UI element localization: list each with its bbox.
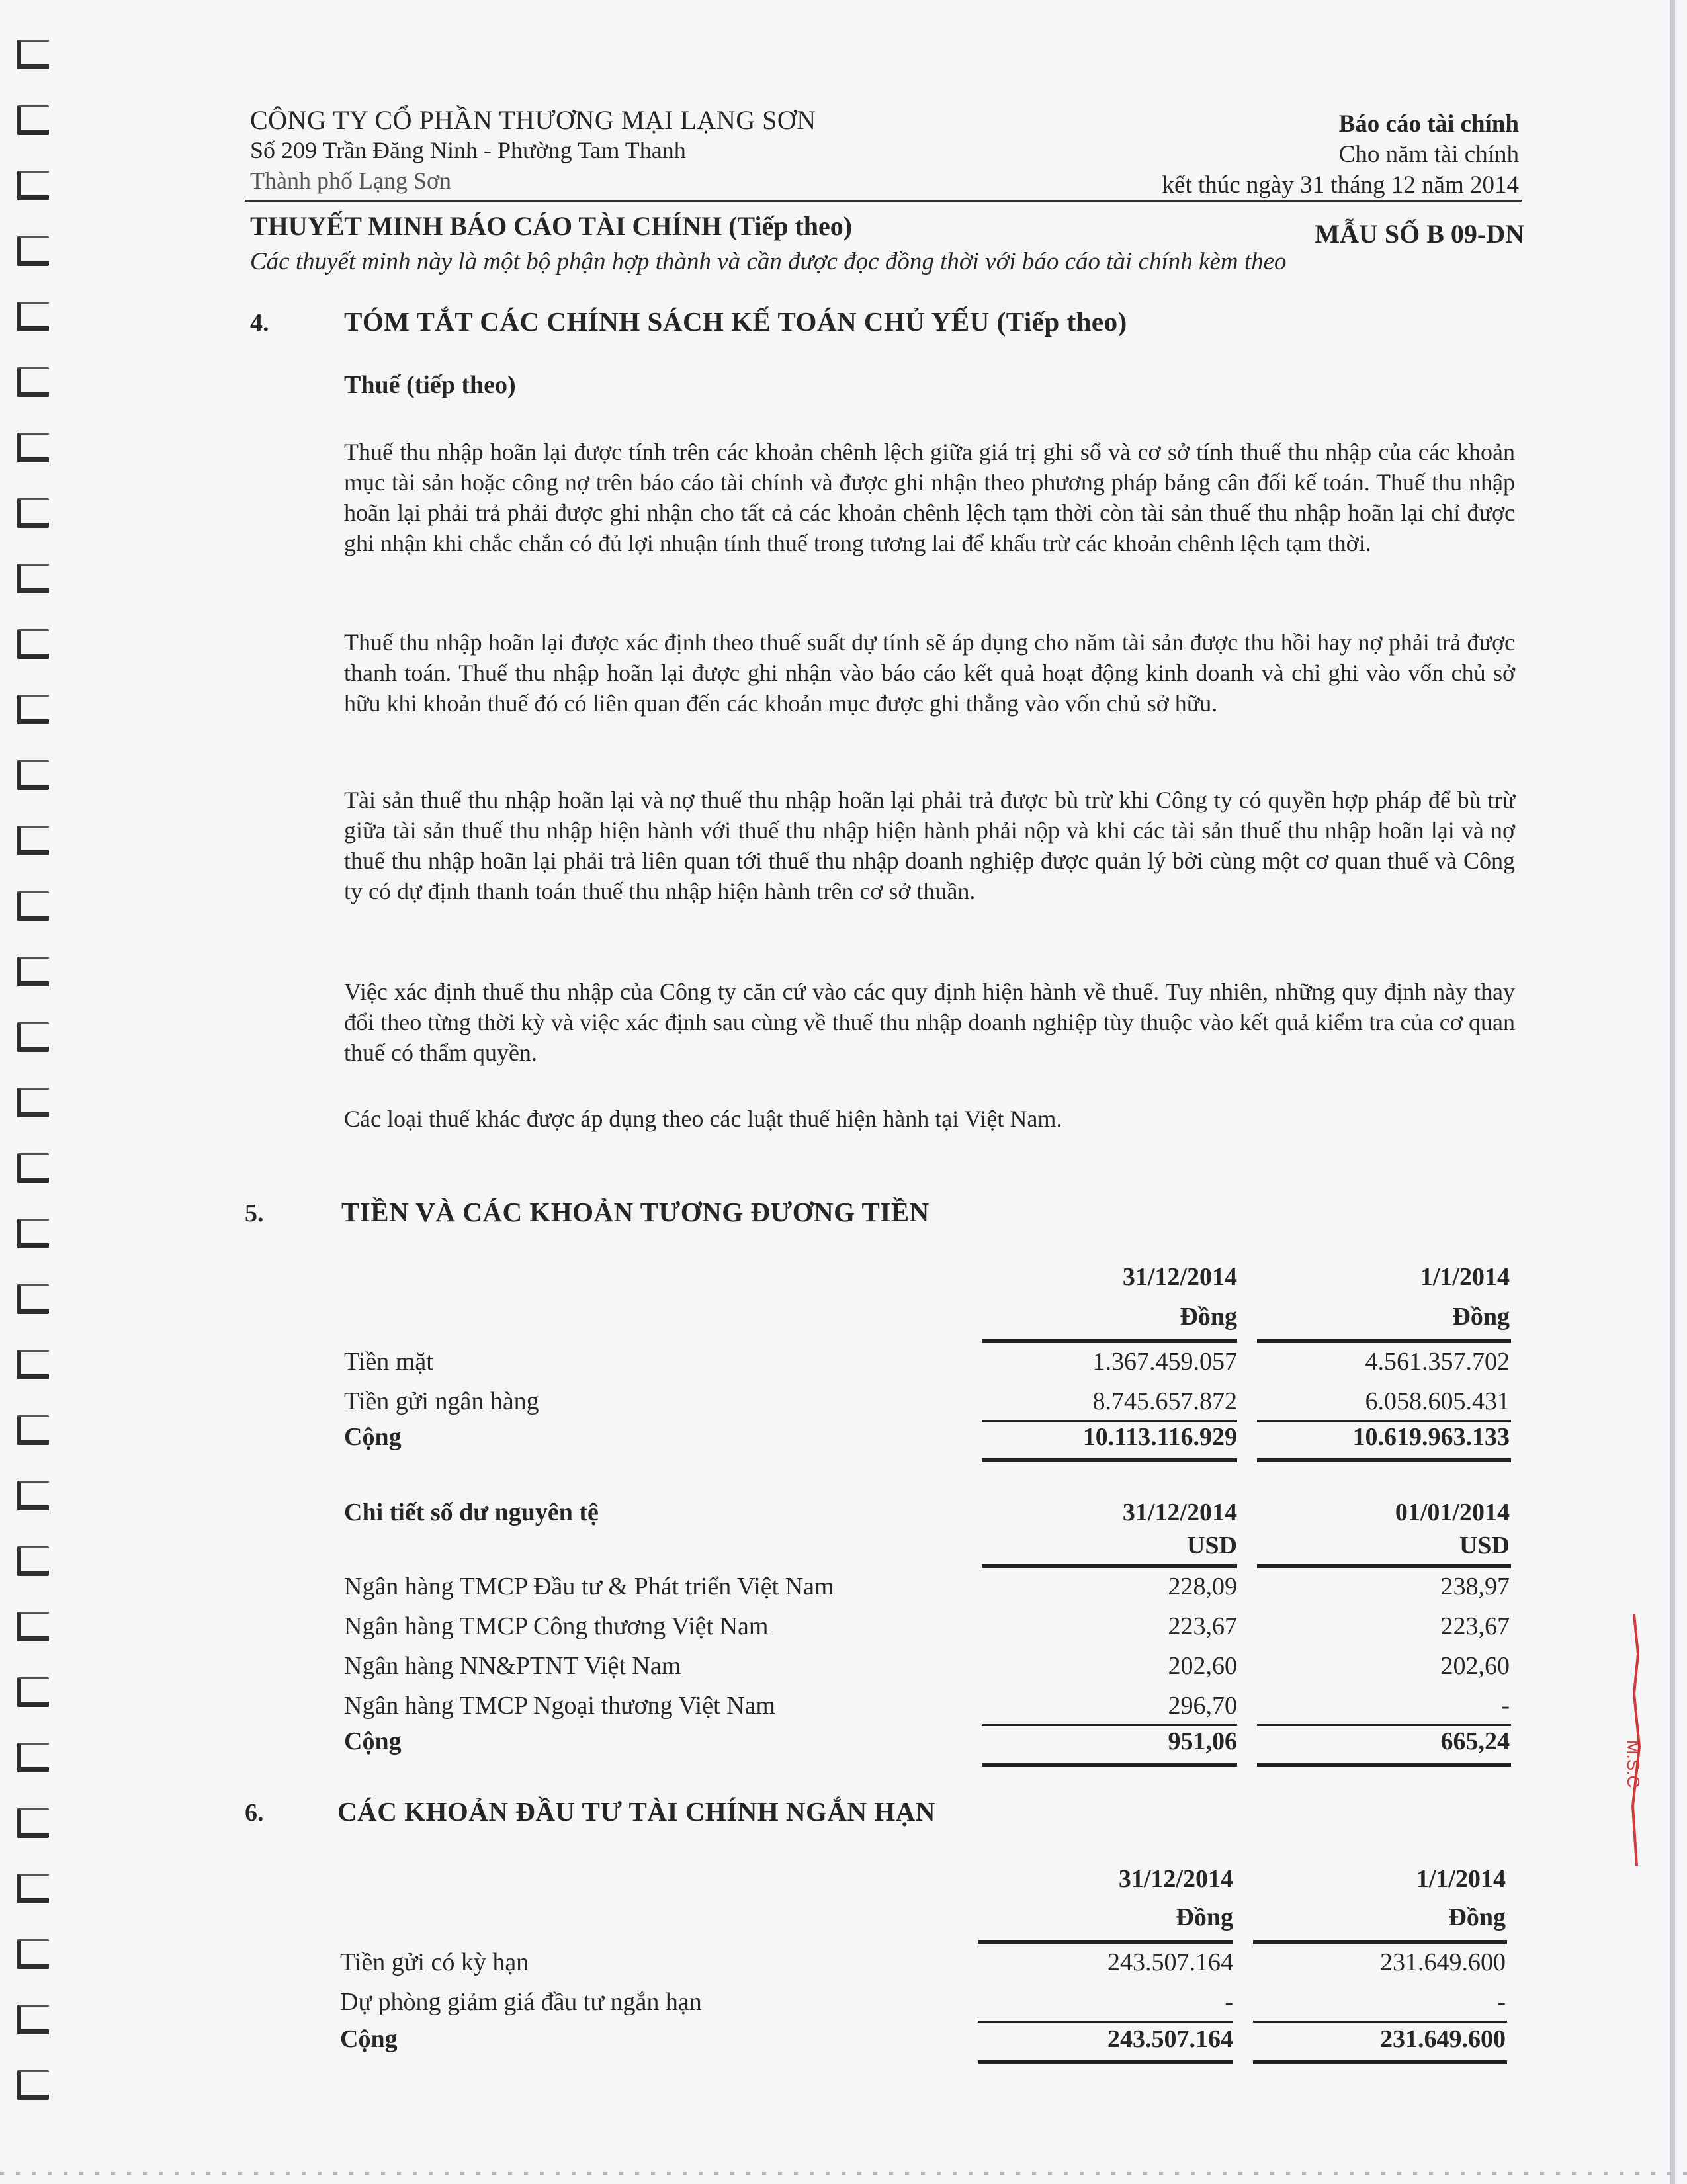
binding-ring xyxy=(17,1219,49,1248)
auditor-stamp xyxy=(1608,1614,1647,1866)
header-underline xyxy=(982,1339,1237,1343)
subtotal-rule xyxy=(1257,1420,1511,1422)
paragraph: Việc xác định thuế thu nhập của Công ty căn cứ vào các quy định hiện hành về thuế. Tuy nhiên, những quy định này thay đổi theo từng thời kỳ và việc xác định sau cùng về thuế thu nhập doanh nghiệp tùy thuộc vào kết quả kiểm tra của cơ quan thuế có thẩm quyền. xyxy=(344,979,1515,1066)
binding-ring xyxy=(17,1022,49,1052)
fx-total-label: Cộng xyxy=(344,1727,402,1755)
total-value: 231.649.600 xyxy=(1380,2025,1506,2053)
binding-ring xyxy=(17,236,49,266)
total-value: 10.113.116.929 xyxy=(1082,1423,1237,1451)
total-value: 10.619.963.133 xyxy=(1352,1423,1510,1451)
binding-ring xyxy=(17,2070,49,2100)
paragraph: Thuế thu nhập hoãn lại được tính trên các khoản chênh lệch giữa giá trị ghi sổ và cơ sở tính thuế thu nhập của các khoản mục tài sản hoặc công nợ trên báo cáo tài chính và được ghi nhận theo phương pháp bảng cân đối kế toán. Thuế thu nhập hoãn lại phải trả phải được ghi nhận cho tất cả các khoản chênh lệch tạm thời còn tài sản thuế thu nhập hoãn lại chỉ được ghi nhận khi chắc chắn có đủ lợi nhuận tính thuế trong tương lai để khấu trừ các khoản chênh lệch tạm thời. xyxy=(344,439,1515,556)
report-title: Báo cáo tài chính xyxy=(1338,110,1519,138)
subtotal-rule xyxy=(1257,1724,1511,1726)
col1-date: 31/12/2014 xyxy=(1118,1865,1233,1893)
company-name: CÔNG TY CỔ PHẦN THƯƠNG MẠI LẠNG SƠN xyxy=(250,105,816,135)
row-value: 296,70 xyxy=(1168,1692,1237,1720)
col2-unit: Đồng xyxy=(1452,1303,1510,1331)
stamp-text: M.S.C xyxy=(1623,1740,1643,1788)
subtotal-rule xyxy=(1253,2021,1507,2023)
binding-ring xyxy=(17,564,49,593)
header-underline xyxy=(1253,1940,1507,1944)
total-double-rule xyxy=(982,1458,1237,1462)
binding-ring xyxy=(17,891,49,921)
binding-ring xyxy=(17,695,49,724)
fx-col2-date: 01/01/2014 xyxy=(1395,1499,1510,1526)
row-label: Dự phòng giảm giá đầu tư ngắn hạn xyxy=(340,1988,702,2016)
report-period-line2: kết thúc ngày 31 tháng 12 năm 2014 xyxy=(1162,171,1519,198)
binding-ring xyxy=(17,302,49,331)
row-value: 223,67 xyxy=(1168,1612,1237,1640)
total-double-rule xyxy=(1257,1763,1511,1767)
col2-date: 1/1/2014 xyxy=(1416,1865,1506,1893)
fx-col1-date: 31/12/2014 xyxy=(1122,1499,1237,1526)
total-label: Cộng xyxy=(340,2025,398,2053)
row-label: Tiền mặt xyxy=(344,1348,433,1376)
fx-total-value: 951,06 xyxy=(1168,1727,1237,1755)
row-label: Ngân hàng TMCP Ngoại thương Việt Nam xyxy=(344,1692,775,1720)
page-edge xyxy=(1670,0,1675,2184)
col1-date: 31/12/2014 xyxy=(1122,1263,1237,1291)
total-label: Cộng xyxy=(344,1423,402,1451)
binding-ring xyxy=(17,1677,49,1707)
section-4-title: TÓM TẮT CÁC CHÍNH SÁCH KẾ TOÁN CHỦ YẾU (Tiếp theo) xyxy=(344,306,1127,337)
total-double-rule xyxy=(978,2060,1233,2064)
row-label: Ngân hàng NN&PTNT Việt Nam xyxy=(344,1652,681,1680)
binding-ring xyxy=(17,1743,49,1772)
binding-ring xyxy=(17,826,49,855)
section-4-number: 4. xyxy=(250,309,269,337)
subtotal-rule xyxy=(978,2021,1233,2023)
row-value: 223,67 xyxy=(1440,1612,1510,1640)
col2-date: 1/1/2014 xyxy=(1420,1263,1510,1291)
section-6-title: CÁC KHOẢN ĐẦU TƯ TÀI CHÍNH NGẮN HẠN xyxy=(337,1796,935,1827)
section-5-number: 5. xyxy=(245,1200,264,1227)
row-value: - xyxy=(1497,1988,1506,2016)
binding-ring xyxy=(17,1088,49,1117)
section-5-title: TIỀN VÀ CÁC KHOẢN TƯƠNG ĐƯƠNG TIỀN xyxy=(341,1197,930,1227)
binding-ring xyxy=(17,1284,49,1314)
section-4-subheading: Thuế (tiếp theo) xyxy=(344,371,516,399)
binding-ring xyxy=(17,40,49,69)
section-6-number: 6. xyxy=(245,1799,264,1827)
paragraph: Các loại thuế khác được áp dụng theo các luật thuế hiện hành tại Việt Nam. xyxy=(344,1106,1062,1132)
header-underline xyxy=(1257,1339,1511,1343)
binding-ring xyxy=(17,1939,49,1969)
header-underline xyxy=(1257,1564,1511,1568)
row-value: 238,97 xyxy=(1440,1573,1510,1600)
row-value: 202,60 xyxy=(1440,1652,1510,1680)
binding-ring xyxy=(17,498,49,528)
form-number: MẪU SỐ B 09-DN xyxy=(1315,219,1524,249)
header-underline xyxy=(982,1564,1237,1568)
col2-unit: Đồng xyxy=(1448,1903,1506,1931)
binding-ring xyxy=(17,367,49,397)
row-value: 228,09 xyxy=(1168,1573,1237,1600)
row-value: - xyxy=(1225,1988,1233,2016)
binding-ring xyxy=(17,1481,49,1510)
binding-ring xyxy=(17,105,49,135)
binding-ring xyxy=(17,1350,49,1379)
binding-ring xyxy=(17,760,49,790)
binding-ring xyxy=(17,171,49,200)
binding-ring xyxy=(17,1546,49,1576)
paragraph: Thuế thu nhập hoãn lại được xác định theo thuế suất dự tính sẽ áp dụng cho năm tài sản được thu hồi hay nợ phải trả được thanh toán. Thuế thu nhập hoãn lại được ghi nhận vào báo cáo kết quả hoạt động kinh doanh và chỉ ghi vào vốn chủ sở hữu khi khoản thuế đó có liên quan đến các khoản mục được ghi thẳng vào vốn chủ sở hữu. xyxy=(344,629,1515,717)
total-double-rule xyxy=(1257,1458,1511,1462)
fx-total-value: 665,24 xyxy=(1440,1727,1510,1755)
page-edge-bottom xyxy=(0,2172,1687,2175)
row-value: 243.507.164 xyxy=(1107,1948,1233,1976)
header-divider xyxy=(245,200,1522,202)
binding-ring xyxy=(17,1415,49,1445)
spiral-binding xyxy=(12,40,58,2144)
total-double-rule xyxy=(982,1763,1237,1767)
subtotal-rule xyxy=(982,1420,1237,1422)
binding-ring xyxy=(17,433,49,462)
row-value: 202,60 xyxy=(1168,1652,1237,1680)
row-label: Tiền gửi ngân hàng xyxy=(344,1387,539,1415)
binding-ring xyxy=(17,2005,49,2034)
notes-title: THUYẾT MINH BÁO CÁO TÀI CHÍNH (Tiếp theo) xyxy=(250,211,853,241)
row-value: 6.058.605.431 xyxy=(1365,1387,1510,1415)
row-label: Ngân hàng TMCP Công thương Việt Nam xyxy=(344,1612,769,1640)
paragraph: Tài sản thuế thu nhập hoãn lại và nợ thuế thu nhập hoãn lại phải trả được bù trừ khi Công ty có quyền hợp pháp để bù trừ giữa tài sản thuế thu nhập hiện hành với thuế thu nhập hiện hành phải nộp và khi các tài sản thuế thu nhập hoãn lại và nợ thuế thu nhập hoãn lại phải trả liên quan tới thuế thu nhập doanh nghiệp được quản lý bởi cùng một cơ quan thuế và Công ty có dự định thanh toán thuế thu nhập hiện hành trên cơ sở thuần. xyxy=(344,787,1515,904)
binding-ring xyxy=(17,629,49,659)
binding-ring xyxy=(17,1874,49,1903)
binding-ring xyxy=(17,957,49,986)
binding-ring xyxy=(17,1612,49,1641)
row-label: Ngân hàng TMCP Đầu tư & Phát triển Việt Nam xyxy=(344,1573,834,1600)
fx-col2-unit: USD xyxy=(1459,1532,1510,1559)
header-underline xyxy=(978,1940,1233,1944)
subtotal-rule xyxy=(982,1724,1237,1726)
report-period-line1: Cho năm tài chính xyxy=(1338,141,1519,168)
notes-subtitle: Các thuyết minh này là một bộ phận hợp thành và cần được đọc đồng thời với báo cáo tài chính kèm theo xyxy=(250,248,1287,275)
row-value: 1.367.459.057 xyxy=(1092,1348,1237,1376)
col1-unit: Đồng xyxy=(1180,1303,1237,1331)
col1-unit: Đồng xyxy=(1176,1903,1233,1931)
company-city: Thành phố Lạng Sơn xyxy=(250,167,451,194)
fx-heading: Chi tiết số dư nguyên tệ xyxy=(344,1499,599,1526)
row-value: 4.561.357.702 xyxy=(1365,1348,1510,1376)
binding-ring xyxy=(17,1153,49,1183)
total-value: 243.507.164 xyxy=(1107,2025,1233,2053)
row-value: 8.745.657.872 xyxy=(1092,1387,1237,1415)
fx-col1-unit: USD xyxy=(1186,1532,1237,1559)
row-value: - xyxy=(1501,1692,1510,1720)
row-label: Tiền gửi có kỳ hạn xyxy=(340,1948,529,1976)
row-value: 231.649.600 xyxy=(1380,1948,1506,1976)
company-address: Số 209 Trần Đăng Ninh - Phường Tam Thanh xyxy=(250,137,686,163)
binding-ring xyxy=(17,1808,49,1838)
total-double-rule xyxy=(1253,2060,1507,2064)
